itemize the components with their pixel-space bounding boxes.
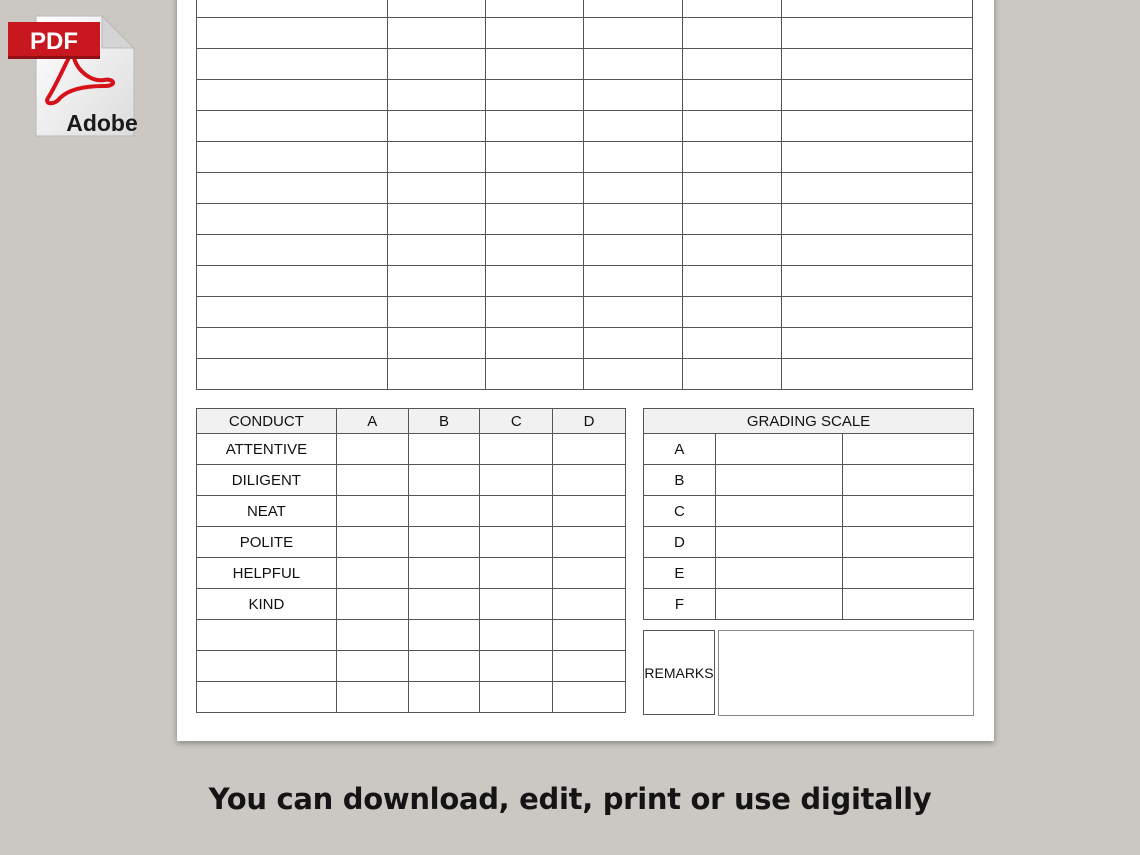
conduct-cell[interactable] (336, 434, 408, 465)
table-row (197, 434, 626, 465)
conduct-cell[interactable] (408, 682, 480, 713)
table-row (197, 589, 626, 620)
table-row (644, 496, 974, 527)
table-row (197, 465, 626, 496)
grade-description-cell[interactable] (843, 558, 974, 589)
table-row (197, 527, 626, 558)
table-row (197, 558, 626, 589)
table-row (197, 651, 626, 682)
table-row (644, 589, 974, 620)
conduct-cell[interactable] (408, 651, 480, 682)
table-row (644, 527, 974, 558)
conduct-cell[interactable] (480, 589, 553, 620)
conduct-cell[interactable] (480, 434, 553, 465)
pdf-file-icon (8, 14, 136, 140)
table-row (644, 558, 974, 589)
adobe-label: Adobe (66, 110, 138, 136)
conduct-cell[interactable] (480, 465, 553, 496)
grading-header-row (644, 409, 974, 434)
conduct-cell[interactable] (553, 527, 626, 558)
conduct-cell[interactable] (336, 682, 408, 713)
conduct-label: HELPFUL (197, 558, 337, 589)
table-row (197, 49, 973, 80)
grade-range-cell[interactable] (715, 465, 843, 496)
table-row (197, 111, 973, 142)
conduct-cell[interactable] (336, 527, 408, 558)
conduct-cell[interactable] (336, 465, 408, 496)
conduct-cell[interactable] (480, 651, 553, 682)
table-row (197, 173, 973, 204)
conduct-cell[interactable] (480, 527, 553, 558)
grade-description-cell[interactable] (843, 496, 974, 527)
conduct-label: NEAT (197, 496, 337, 527)
conduct-label[interactable] (197, 620, 337, 651)
conduct-cell[interactable] (553, 651, 626, 682)
table-row (197, 297, 973, 328)
conduct-cell[interactable] (408, 589, 480, 620)
grade-description-cell[interactable] (843, 465, 974, 496)
conduct-cell[interactable] (553, 496, 626, 527)
conduct-cell[interactable] (553, 434, 626, 465)
conduct-cell[interactable] (408, 465, 480, 496)
conduct-header: CONDUCT (197, 409, 337, 434)
grade-letter: F (644, 589, 716, 620)
conduct-cell[interactable] (553, 465, 626, 496)
conduct-cell[interactable] (336, 558, 408, 589)
grade-letter: A (644, 434, 716, 465)
conduct-label: KIND (197, 589, 337, 620)
pdf-badge-label: PDF (30, 28, 78, 55)
conduct-cell[interactable] (553, 589, 626, 620)
table-row (197, 328, 973, 359)
grade-range-cell[interactable] (715, 496, 843, 527)
grading-scale-title: GRADING SCALE (644, 409, 974, 434)
conduct-label[interactable] (197, 682, 337, 713)
table-row (197, 682, 626, 713)
grade-letter: B (644, 465, 716, 496)
conduct-label: ATTENTIVE (197, 434, 337, 465)
table-row (197, 266, 973, 297)
grade-range-cell[interactable] (715, 527, 843, 558)
grade-description-cell[interactable] (843, 589, 974, 620)
grade-range-cell[interactable] (715, 434, 843, 465)
subjects-grid (196, 0, 973, 390)
table-row (197, 142, 973, 173)
table-row (197, 18, 973, 49)
grade-range-cell[interactable] (715, 558, 843, 589)
conduct-header-b: B (408, 409, 480, 434)
table-row (197, 235, 973, 266)
conduct-header-c: C (480, 409, 553, 434)
conduct-label[interactable] (197, 651, 337, 682)
conduct-cell[interactable] (408, 620, 480, 651)
table-row (197, 496, 626, 527)
conduct-cell[interactable] (480, 620, 553, 651)
table-row (197, 80, 973, 111)
grade-description-cell[interactable] (843, 434, 974, 465)
conduct-cell[interactable] (480, 496, 553, 527)
grading-scale-table (643, 408, 974, 620)
conduct-cell[interactable] (480, 558, 553, 589)
conduct-cell[interactable] (336, 589, 408, 620)
conduct-cell[interactable] (553, 620, 626, 651)
conduct-cell[interactable] (408, 558, 480, 589)
conduct-cell[interactable] (336, 496, 408, 527)
conduct-header-d: D (553, 409, 626, 434)
remarks-field[interactable] (718, 630, 974, 716)
grade-description-cell[interactable] (843, 527, 974, 558)
table-row (197, 0, 973, 18)
conduct-table (196, 408, 626, 713)
conduct-cell[interactable] (480, 682, 553, 713)
grade-letter: D (644, 527, 716, 558)
conduct-label: DILIGENT (197, 465, 337, 496)
table-row (644, 434, 974, 465)
table-row (197, 359, 973, 390)
table-row (197, 204, 973, 235)
conduct-header-row (197, 409, 626, 434)
conduct-cell[interactable] (336, 651, 408, 682)
table-row (197, 620, 626, 651)
conduct-cell[interactable] (408, 496, 480, 527)
grade-range-cell[interactable] (715, 589, 843, 620)
conduct-header-a: A (336, 409, 408, 434)
table-row (644, 465, 974, 496)
grade-letter: E (644, 558, 716, 589)
conduct-cell[interactable] (553, 558, 626, 589)
conduct-cell[interactable] (408, 434, 480, 465)
conduct-label: POLITE (197, 527, 337, 558)
grade-letter: C (644, 496, 716, 527)
remarks-label: REMARKS (643, 630, 715, 715)
conduct-cell[interactable] (553, 682, 626, 713)
conduct-cell[interactable] (408, 527, 480, 558)
caption-text: You can download, edit, print or use digitally (208, 782, 932, 816)
conduct-cell[interactable] (336, 620, 408, 651)
